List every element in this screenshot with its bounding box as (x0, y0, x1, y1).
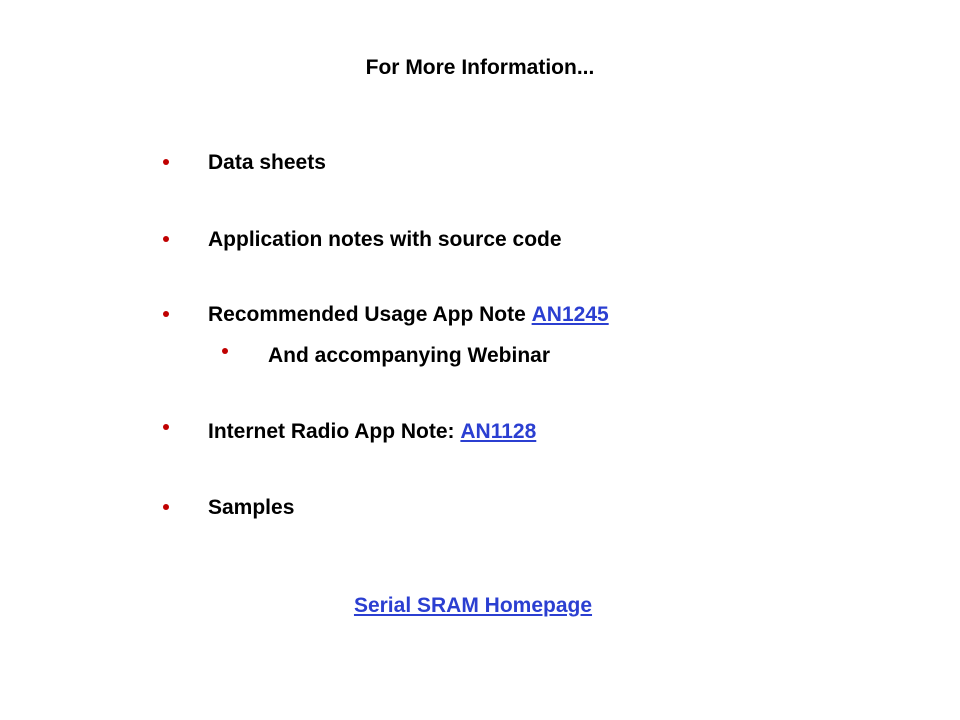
bullet-icon (163, 504, 169, 510)
bullet-item-data-sheets (208, 147, 326, 179)
bullet-icon (163, 159, 169, 165)
sub-bullet-item-webinar (268, 340, 550, 372)
an1245-link[interactable]: AN1245 (531, 303, 609, 326)
bullet-item-internet-radio (208, 416, 536, 448)
bullet-text: Data sheets (208, 151, 326, 174)
bullet-item-samples (208, 492, 294, 524)
homepage-link-container (0, 590, 946, 622)
bullet-item-recommended-usage (208, 299, 609, 331)
bullet-icon (163, 311, 169, 317)
sub-bullet-icon (222, 348, 228, 354)
bullet-text: Samples (208, 496, 295, 519)
bullet-icon (163, 236, 169, 242)
an1128-link[interactable]: AN1128 (460, 420, 537, 443)
bullet-text: Recommended Usage App Note (208, 303, 532, 326)
bullet-text: Internet Radio App Note: (208, 420, 461, 443)
slide-title: For More Information... (365, 56, 595, 79)
bullet-icon (163, 424, 169, 430)
bullet-text: And accompanying Webinar (268, 344, 550, 367)
bullet-item-application-notes (208, 224, 562, 256)
bullet-text: Application notes with source code (208, 228, 562, 251)
serial-sram-homepage-link[interactable]: Serial SRAM Homepage (353, 594, 593, 617)
